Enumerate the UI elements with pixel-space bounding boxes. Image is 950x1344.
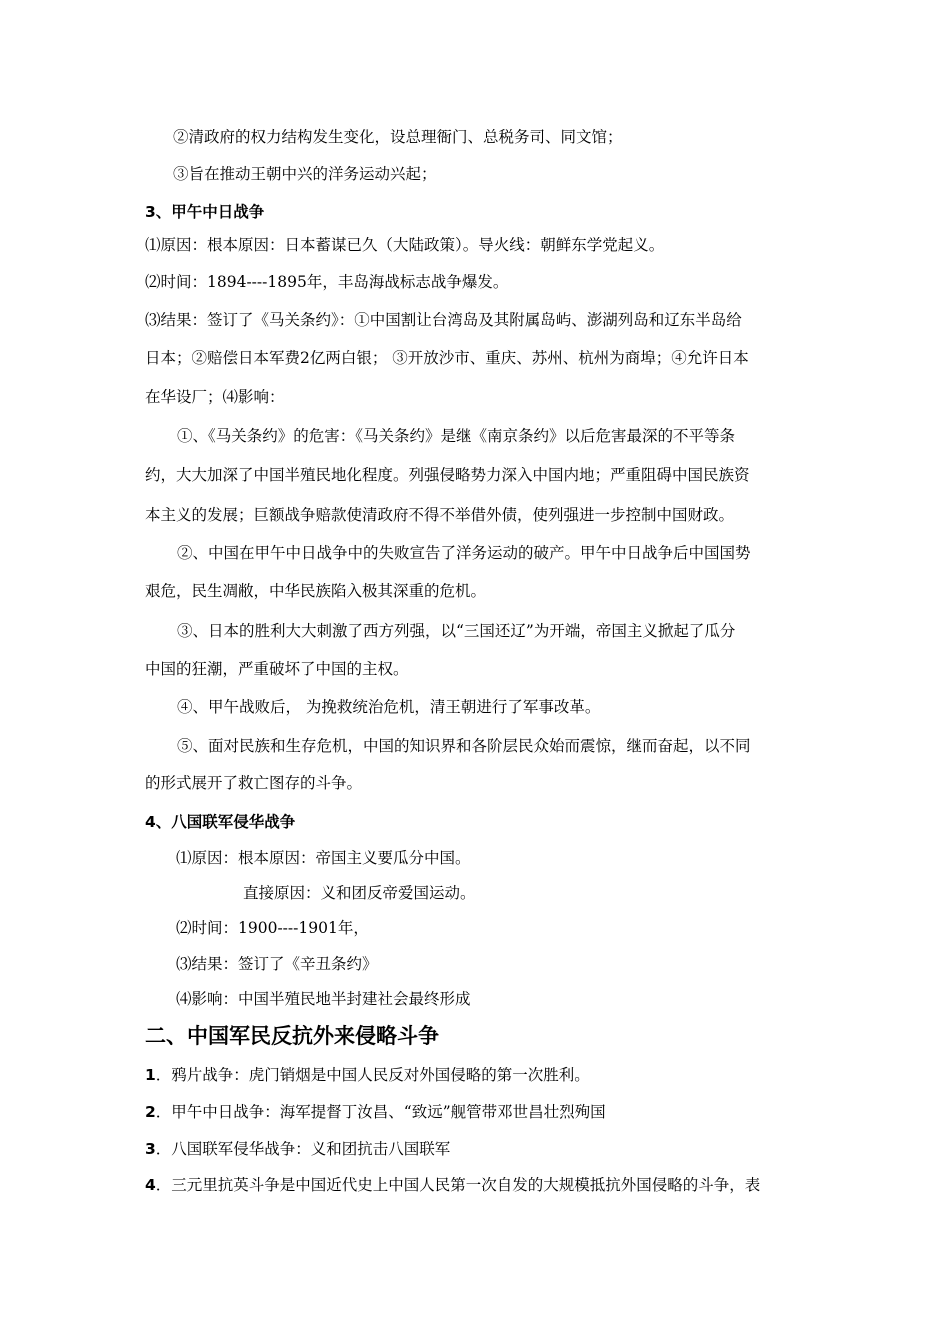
text-line: ⑴原因：根本原因：帝国主义要瓜分中国。 <box>176 849 471 867</box>
text-line: ⑵时间：1894----1895年，丰岛海战标志战争爆发。 <box>145 273 509 291</box>
text-line: ⑷影响：中国半殖民地半封建社会最终形成 <box>176 990 471 1008</box>
text-line: 日本；②赔偿日本军费2亿两白银； ③开放沙市、重庆、苏州、杭州为商埠；④允许日本 <box>145 349 749 367</box>
list-item-number: 3 <box>145 1140 156 1158</box>
list-item-number: 1 <box>145 1066 156 1084</box>
list-item <box>0 1101 950 1123</box>
text-line: ⑵时间：1900----1901年， <box>176 919 369 937</box>
text-line: ②清政府的权力结构发生变化，设总理衙门、总税务司、同文馆； <box>173 128 623 146</box>
list-item <box>0 1174 950 1196</box>
text-line: 在华设厂；⑷影响： <box>145 388 285 406</box>
text-line: 中国的狂潮，严重破坏了中国的主权。 <box>145 660 409 678</box>
text-line: ①、《马关条约》的危害：《马关条约》是继《南京条约》以后危害最深的不平等条 <box>177 427 736 445</box>
text-line: ⑶结果：签订了《马关条约》：①中国割让台湾岛及其附属岛屿、澎湖列岛和辽东半岛给 <box>145 311 742 329</box>
list-item <box>0 1138 950 1160</box>
list-item-number: 2 <box>145 1103 156 1121</box>
text-line: ③旨在推动王朝中兴的洋务运动兴起； <box>173 165 437 183</box>
text-line: 本主义的发展；巨额战争赔款使清政府不得不举借外债，使列强进一步控制中国财政。 <box>145 506 735 524</box>
text-line: ⑶结果：签订了《辛丑条约》 <box>176 955 378 973</box>
text-line: 约，大大加深了中国半殖民地化程度。列强侵略势力深入中国内地；严重阻碍中国民族资 <box>145 466 750 484</box>
chapter-heading: 二、中国军民反抗外来侵略斗争 <box>145 1024 439 1048</box>
list-item-text: ．三元里抗英斗争是中国近代史上中国人民第一次自发的大规模抵抗外国侵略的斗争，表 <box>155 1176 761 1194</box>
text-line: ⑤、面对民族和生存危机，中国的知识界和各阶层民众始而震惊，继而奋起，以不同 <box>177 737 751 755</box>
text-line: ⑴原因：根本原因：日本蓄谋已久（大陆政策）。导火线：朝鲜东学党起义。 <box>145 236 665 254</box>
text-line: ②、中国在甲午中日战争中的失败宣告了洋务运动的破产。甲午中日战争后中国国势 <box>177 544 751 562</box>
text-line: ④、甲午战败后， 为挽救统治危机，清王朝进行了军事改革。 <box>177 698 601 716</box>
list-item-text: ．八国联军侵华战争：义和团抗击八国联军 <box>155 1140 451 1158</box>
section-heading: 3、甲午中日战争 <box>145 203 265 221</box>
text-line: 直接原因：义和团反帝爱国运动。 <box>243 884 476 902</box>
list-item-text: ．甲午中日战争：海军提督丁汝昌、“致远”舰管带邓世昌壮烈殉国 <box>155 1103 606 1121</box>
section-heading: 4、八国联军侵华战争 <box>145 813 296 831</box>
text-line: 艰危，民生凋敝，中华民族陷入极其深重的危机。 <box>145 582 487 600</box>
text-line: ③、日本的胜利大大刺激了西方列强，以“三国还辽”为开端，帝国主义掀起了瓜分 <box>177 622 736 640</box>
text-line: 的形式展开了救亡图存的斗争。 <box>145 774 363 792</box>
list-item-number: 4 <box>145 1176 156 1194</box>
list-item-text: ．鸦片战争：虎门销烟是中国人民反对外国侵略的第一次胜利。 <box>155 1066 590 1084</box>
list-item <box>0 1064 950 1086</box>
